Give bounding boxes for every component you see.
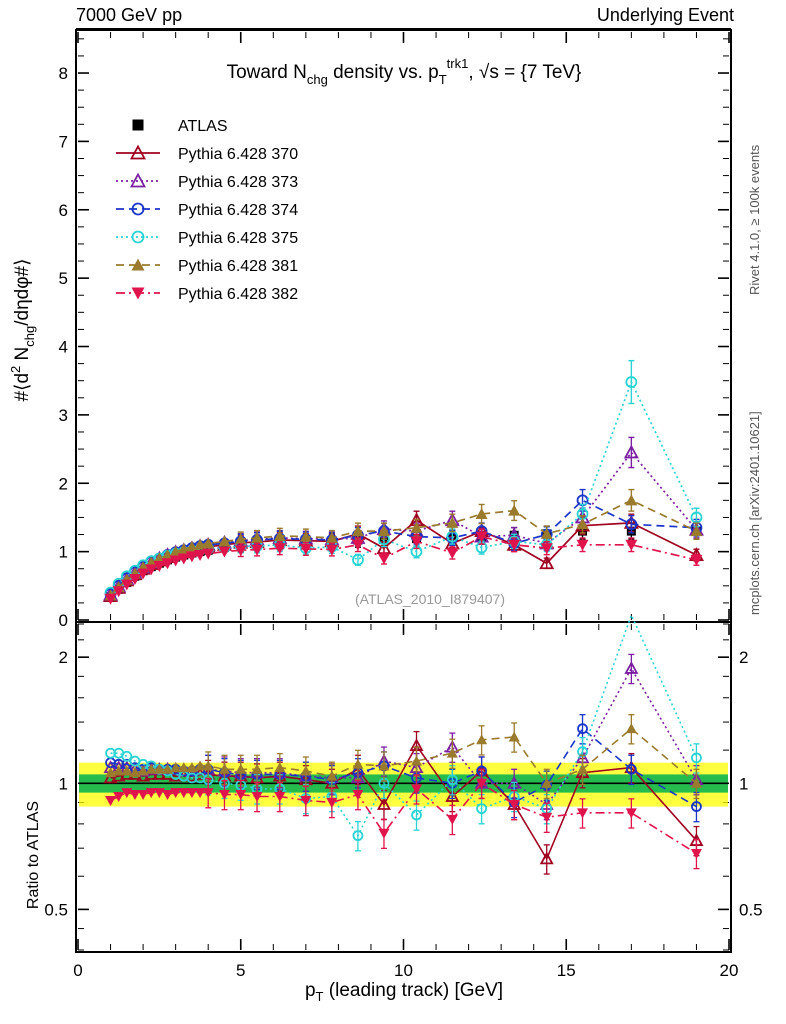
ratio-y-axis-label: Ratio to ATLAS	[25, 800, 42, 910]
side-label-rivet-text: Rivet 4.1.0, ≥ 100k events	[747, 144, 762, 295]
svg-text:15: 15	[556, 961, 576, 980]
legend-label-6: Pythia 6.428 382	[178, 286, 299, 303]
series-3	[106, 490, 702, 599]
legend-label-4: Pythia 6.428 375	[178, 230, 299, 247]
side-label-mcplots-text: mcplots.cern.ch [arXiv:2401.10621]	[747, 411, 762, 615]
svg-text:6: 6	[58, 200, 68, 220]
legend-label-2: Pythia 6.428 373	[178, 174, 299, 191]
legend-label-3: Pythia 6.428 374	[178, 202, 299, 219]
svg-text:2: 2	[58, 474, 68, 494]
chart-title: Toward $N_{chg}$ density vs. $p_T^{trk1}$, √s = {7 TeV}	[226, 56, 582, 87]
legend-label-5: Pythia 6.428 381	[178, 258, 299, 275]
series-0	[106, 523, 701, 601]
main-series-group	[105, 361, 703, 605]
header-left-label: 7000 GeV pp	[76, 5, 183, 25]
x-axis-label: $p_T$ (leading track) [GeV]	[304, 980, 504, 1004]
y-axis-label: $\#⟨d^2$ $N_{chg}/d\eta d\varphi\#⟩$	[8, 258, 37, 402]
svg-text:0: 0	[58, 611, 68, 630]
svg-text:1: 1	[58, 774, 68, 794]
legend-label-0: ATLAS	[178, 118, 228, 135]
svg-text:2: 2	[58, 648, 68, 668]
svg-text:0.5: 0.5	[44, 900, 68, 920]
ratio-series-3	[106, 615, 701, 851]
svg-text:5: 5	[58, 269, 68, 289]
ratio-series-group	[105, 615, 702, 874]
svg-text:2: 2	[739, 648, 749, 668]
svg-text:1: 1	[58, 542, 68, 562]
svg-text:3: 3	[58, 405, 68, 425]
dataset-watermark: (ATLAS_2010_I879407)	[355, 591, 505, 607]
svg-text:7: 7	[58, 132, 68, 152]
legend-label-1: Pythia 6.428 370	[178, 146, 299, 163]
svg-text:20: 20	[719, 961, 739, 980]
svg-text:10: 10	[394, 961, 413, 980]
svg-text:0: 0	[73, 961, 83, 980]
svg-text:8: 8	[58, 64, 68, 84]
svg-text:4: 4	[58, 337, 68, 357]
svg-text:5: 5	[236, 961, 246, 980]
series-4	[106, 361, 702, 598]
svg-text:1: 1	[739, 774, 749, 794]
svg-text:0.5: 0.5	[739, 900, 763, 920]
series-2	[105, 437, 703, 599]
legend	[116, 118, 298, 303]
header-right-label: Underlying Event	[596, 5, 734, 25]
